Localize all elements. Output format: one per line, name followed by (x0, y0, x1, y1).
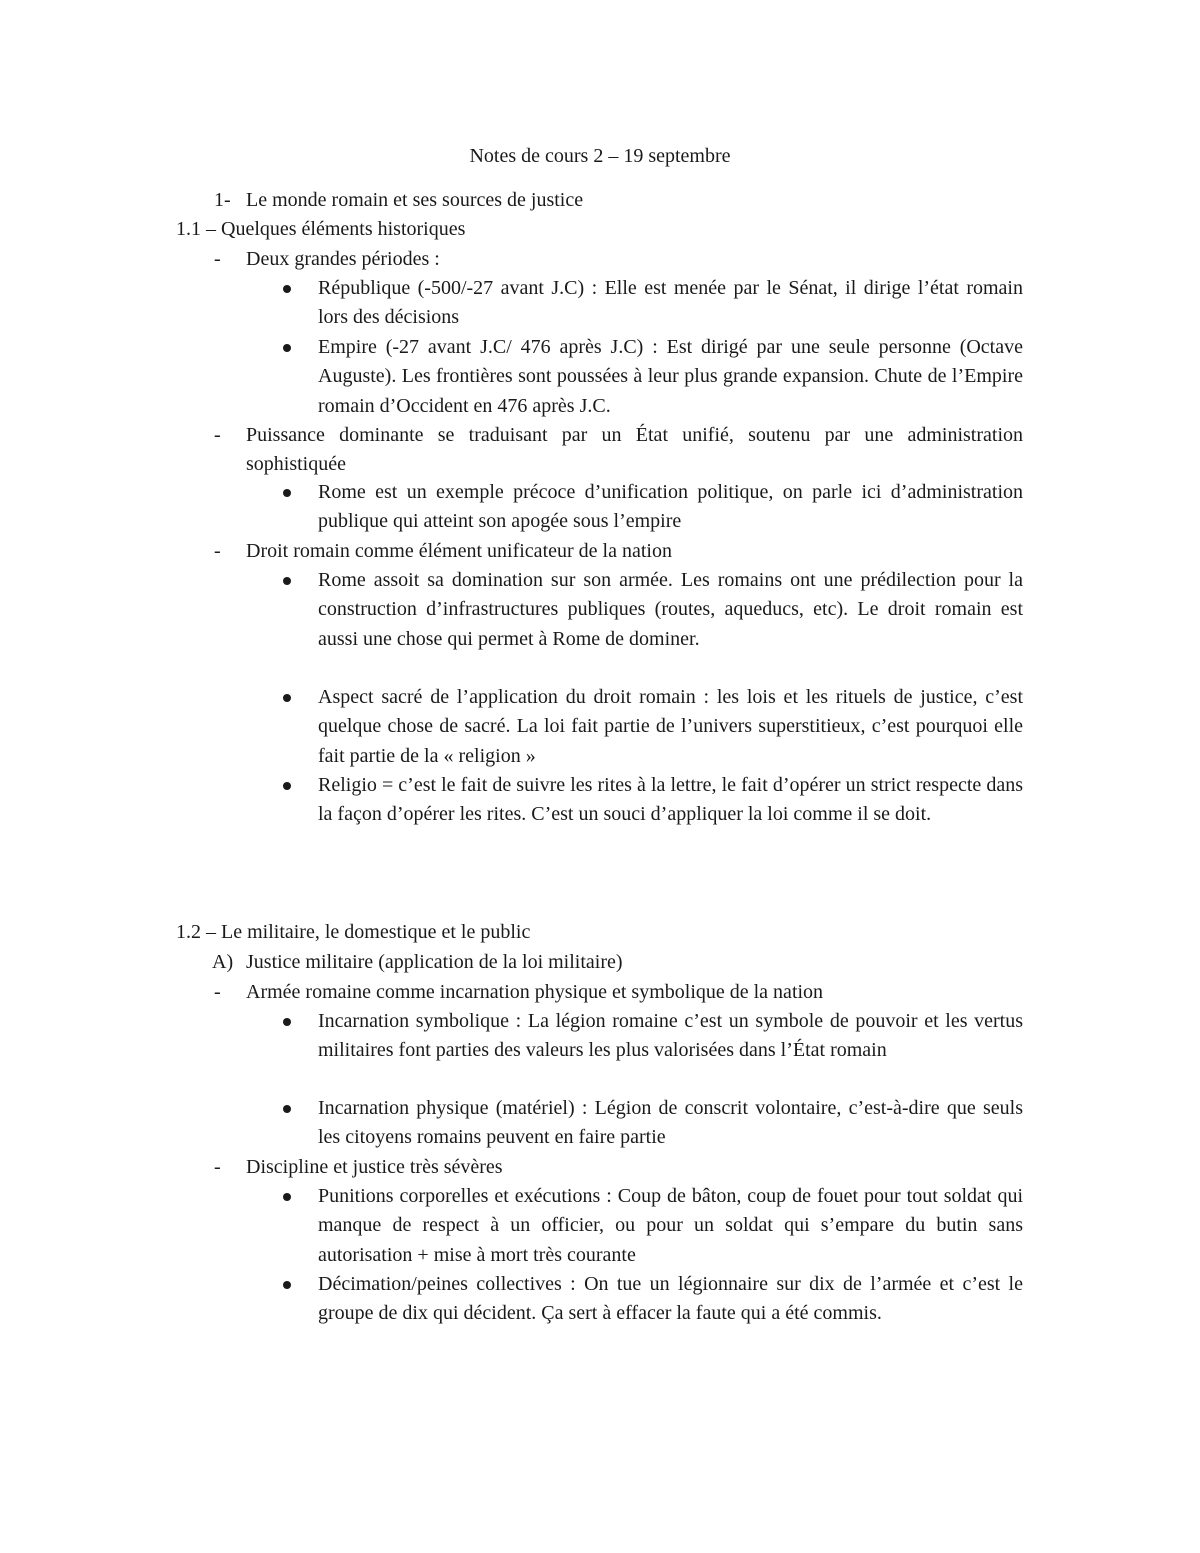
bullet-icon (283, 1018, 291, 1026)
subsection-marker: A) (212, 951, 234, 973)
dash-marker: - (214, 424, 221, 446)
bullet-item: Punitions corporelles et exécutions : Coup de bâton, coup de fouet pour tout soldat qui manque de respect à un officier, ou pour un soldat qui s’empare du butin sans autorisation + mise à mort très courante (318, 1185, 1023, 1266)
bullet-icon (283, 344, 291, 352)
subsection-title: Justice militaire (application de la loi militaire) (246, 951, 623, 973)
bullet-item: République (-500/-27 avant J.C) : Elle est menée par le Sénat, il dirige l’état romain lors des décisions (318, 277, 1023, 329)
bullet-icon (283, 694, 291, 702)
section-heading: Le monde romain et ses sources de justice (246, 189, 584, 211)
bullet-icon (283, 1193, 291, 1201)
section-number: 1- (214, 189, 231, 211)
list-item: Armée romaine comme incarnation physique et symbolique de la nation (246, 981, 824, 1003)
bullet-icon (283, 1105, 291, 1113)
dash-marker: - (214, 1156, 221, 1178)
bullet-icon (283, 577, 291, 585)
dash-marker: - (214, 540, 221, 562)
page-title: Notes de cours 2 – 19 septembre (469, 145, 731, 167)
list-item: Discipline et justice très sévères (246, 1156, 503, 1178)
list-item: Puissance dominante se traduisant par un État unifié, soutenu par une administration sophistiquée (246, 424, 1023, 476)
bullet-item: Incarnation symbolique : La légion romaine c’est un symbole de pouvoir et les vertus militaires font parties des valeurs les plus valorisées dans l’État romain (318, 1010, 1023, 1062)
subsection-heading-1-2: 1.2 – Le militaire, le domestique et le public (176, 921, 531, 943)
bullet-item: Incarnation physique (matériel) : Légion de conscrit volontaire, c’est-à-dire que seuls les citoyens romains peuvent en faire partie (318, 1097, 1023, 1149)
bullet-item: Aspect sacré de l’application du droit romain : les lois et les rituels de justice, c’est quelque chose de sacré. La loi fait partie de l’univers superstitieux, c’est pourquoi elle fait partie de la « religion » (318, 686, 1023, 767)
bullet-icon (283, 489, 291, 497)
subsection-heading-1-1: 1.1 – Quelques éléments historiques (176, 218, 466, 240)
bullet-item: Décimation/peines collectives : On tue un légionnaire sur dix de l’armée et c’est le groupe de dix qui décident. Ça sert à effacer la faute qui a été commis. (318, 1273, 1023, 1325)
list-item: Droit romain comme élément unificateur de la nation (246, 540, 672, 562)
dash-marker: - (214, 248, 221, 270)
bullet-item: Rome assoit sa domination sur son armée. Les romains ont une prédilection pour la construction d’infrastructures publiques (routes, aqueducs, etc). Le droit romain est aussi une chose qui permet à Rome de dominer. (318, 569, 1023, 650)
bullet-icon (283, 285, 291, 293)
bullet-item: Empire (-27 avant J.C/ 476 après J.C) : Est dirigé par une seule personne (Octave Auguste). Les frontières sont poussées à leur plus grande expansion. Chute de l’Empire romain d’Occident en 476 après J.C. (318, 336, 1023, 417)
list-item: Deux grandes périodes : (246, 248, 440, 270)
bullet-icon (283, 1281, 291, 1289)
bullet-item: Religio = c’est le fait de suivre les rites à la lettre, le fait d’opérer un strict respecte dans la façon d’opérer les rites. C’est un souci d’appliquer la loi comme il se doit. (318, 774, 1023, 826)
dash-marker: - (214, 981, 221, 1003)
bullet-item: Rome est un exemple précoce d’unification politique, on parle ici d’administration publique qui atteint son apogée sous l’empire (318, 481, 1023, 533)
bullet-icon (283, 782, 291, 790)
